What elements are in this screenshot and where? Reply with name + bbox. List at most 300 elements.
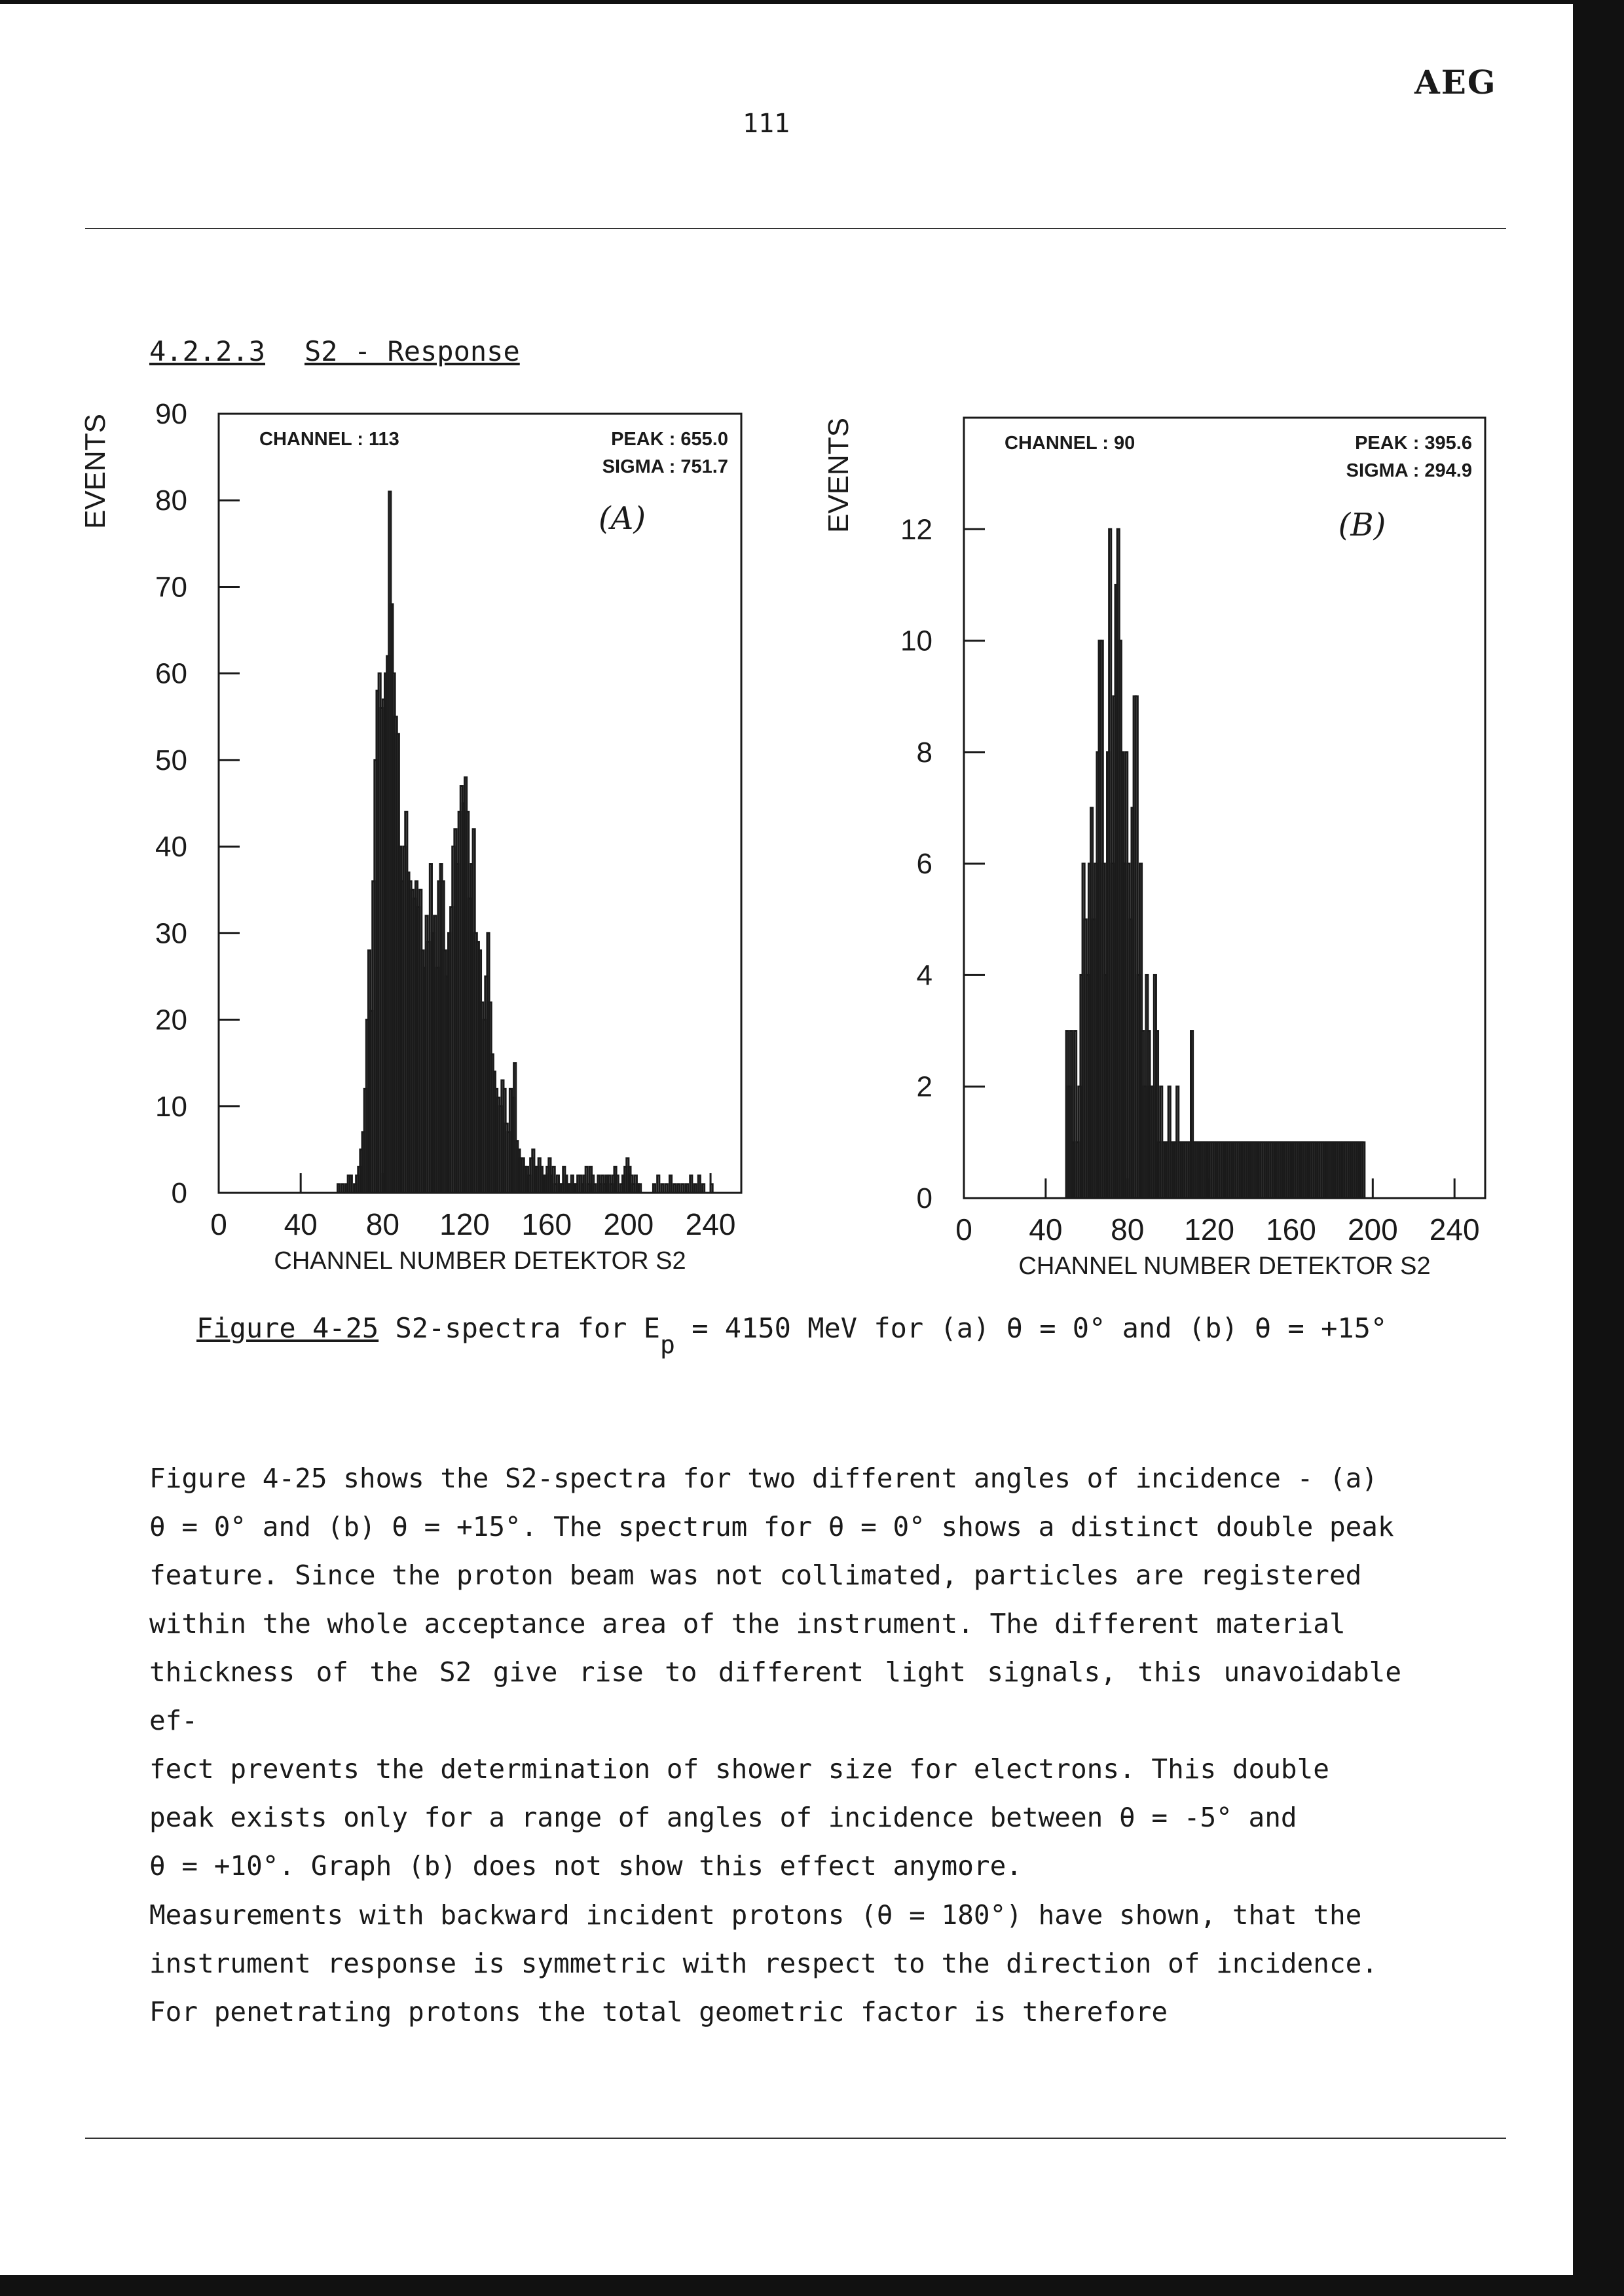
histogram-bin — [1338, 1142, 1340, 1198]
histogram-bin — [563, 1167, 565, 1193]
histogram-bin — [485, 976, 487, 1193]
histogram-bin — [1097, 752, 1099, 1198]
histogram-panel-b — [822, 418, 1485, 1280]
histogram-bin — [348, 1176, 350, 1193]
histogram-bin — [612, 1176, 614, 1193]
histogram-bin — [473, 829, 475, 1193]
histogram-bin — [686, 1184, 688, 1193]
paragraph-2-line: instrument response is symmetric with respect to the direction of incidence. — [149, 1948, 1378, 1979]
sigma-readout: SIGMA : 294.9 — [1346, 460, 1472, 481]
histogram-bin — [1168, 1087, 1170, 1198]
histogram-bin — [1084, 919, 1086, 1198]
histogram-bin — [403, 847, 405, 1193]
histogram-bin — [1326, 1142, 1328, 1198]
y-axis-label: EVENTS — [79, 413, 111, 530]
histogram-bin — [1285, 1142, 1287, 1198]
histogram-bin — [458, 812, 460, 1193]
histogram-bin — [1252, 1142, 1254, 1198]
histogram-bin — [495, 1089, 497, 1193]
histogram-bin — [500, 1106, 502, 1193]
histogram-bin — [1203, 1142, 1205, 1198]
paragraph-2-line: Measurements with backward incident protons (θ = 180°) have shown, that the — [149, 1899, 1362, 1931]
histogram-bin — [580, 1176, 581, 1193]
histogram-bin — [399, 847, 401, 1193]
histogram-bin — [1259, 1142, 1261, 1198]
histogram-bin — [1334, 1142, 1336, 1198]
histogram-bin — [583, 1176, 585, 1193]
histogram-bin — [1363, 1142, 1365, 1198]
histogram-bin — [1132, 808, 1134, 1198]
histogram-bin — [604, 1184, 606, 1193]
histogram-bin — [1213, 1142, 1215, 1198]
histogram-bin — [364, 1089, 366, 1193]
histogram-bin — [1305, 1142, 1307, 1198]
channel-readout: CHANNEL : 90 — [1005, 433, 1135, 454]
y-tick-label: 90 — [155, 398, 187, 430]
histogram-bin — [540, 1167, 542, 1193]
histogram-bin — [1215, 1142, 1217, 1198]
histogram-bin — [397, 734, 399, 1193]
histogram-bin — [637, 1184, 638, 1193]
histogram-bin — [698, 1176, 700, 1193]
histogram-bin — [1301, 1142, 1303, 1198]
histogram-bin — [446, 976, 448, 1193]
plot-frame — [219, 414, 741, 1193]
histogram-bin — [1310, 1142, 1312, 1198]
sigma-readout: SIGMA : 751.7 — [602, 456, 728, 477]
histogram-bin — [368, 951, 370, 1193]
histogram-bin — [491, 1054, 493, 1193]
histogram-bin — [1207, 1142, 1209, 1198]
histogram-bin — [1170, 1142, 1172, 1198]
peak-readout: PEAK : 395.6 — [1355, 433, 1472, 454]
histogram-bin — [1248, 1142, 1250, 1198]
histogram-bin — [674, 1184, 676, 1193]
histogram-bin — [1234, 1142, 1236, 1198]
histogram-bin — [571, 1176, 573, 1193]
y-tick-label: 40 — [155, 831, 187, 864]
histogram-bin — [569, 1184, 571, 1193]
histogram-bin — [682, 1184, 684, 1193]
histogram-bin — [1312, 1142, 1314, 1198]
histogram-bin — [1279, 1142, 1281, 1198]
figure-caption-text-1: S2-spectra for E — [378, 1312, 661, 1344]
histogram-bin — [1139, 864, 1141, 1198]
histogram-bin — [1318, 1142, 1320, 1198]
histogram-bin — [393, 674, 395, 1193]
histogram-bin — [1303, 1142, 1305, 1198]
histogram-bin — [409, 881, 411, 1193]
page-number: 111 — [742, 109, 790, 139]
y-tick-label: 6 — [916, 848, 932, 881]
paragraph-1-line: thickness of the S2 give rise to different light signals, this unavoidable ef- — [149, 1656, 1401, 1736]
histogram-bin — [1183, 1142, 1185, 1198]
histogram-bin — [1217, 1142, 1219, 1198]
histogram-bin — [389, 492, 391, 1193]
histogram-bin — [1117, 529, 1119, 1198]
histogram-bin — [384, 674, 386, 1193]
y-tick-label: 2 — [916, 1070, 932, 1103]
histogram-bin — [1246, 1142, 1248, 1198]
histogram-bin — [512, 1098, 514, 1193]
histogram-bin — [1137, 975, 1139, 1198]
histogram-bin — [1352, 1142, 1354, 1198]
histogram-bin — [493, 1072, 495, 1193]
histogram-bin — [1115, 585, 1117, 1198]
paragraph-2-line: For penetrating protons the total geometric factor is therefore — [149, 1996, 1168, 2028]
histogram-bin — [1336, 1142, 1338, 1198]
histogram-bin — [1128, 864, 1130, 1198]
section-number: 4.2.2.3 — [149, 335, 266, 367]
histogram-bin — [481, 1002, 483, 1193]
histogram-bin — [616, 1176, 618, 1193]
histogram-bin — [514, 1063, 516, 1193]
histogram-bin — [1250, 1142, 1252, 1198]
histogram-bin — [1162, 1142, 1164, 1198]
y-tick-label: 80 — [155, 484, 187, 517]
x-tick-label: 80 — [365, 1207, 399, 1241]
histogram-bin — [479, 951, 481, 1193]
histogram-bin — [360, 1150, 362, 1193]
histogram-bin — [545, 1176, 547, 1193]
histogram-bin — [452, 847, 454, 1193]
histogram-bin — [1070, 1031, 1072, 1198]
histogram-bin — [1190, 1031, 1192, 1198]
histogram-bin — [395, 717, 397, 1193]
histogram-bin — [1154, 975, 1156, 1198]
histogram-bin — [415, 881, 417, 1193]
histogram-bin — [1103, 864, 1105, 1198]
x-tick-label: 40 — [284, 1207, 318, 1241]
histogram-bin — [522, 1158, 524, 1193]
y-tick-label: 4 — [916, 959, 932, 992]
histogram-bin — [358, 1167, 360, 1193]
x-tick-label: 200 — [603, 1207, 654, 1241]
histogram-bin — [1219, 1142, 1221, 1198]
histogram-bin — [690, 1176, 692, 1193]
y-tick-label: 10 — [900, 625, 932, 657]
histogram-bin — [442, 881, 444, 1193]
histogram-bin — [1238, 1142, 1240, 1198]
histogram-bin — [1197, 1142, 1199, 1198]
histogram-bin — [430, 864, 432, 1193]
figure-caption-text-2: = 4150 MeV for (a) θ = 0° and (b) θ = +15° — [674, 1312, 1388, 1344]
histogram-bin — [1130, 919, 1132, 1198]
histogram-bin — [422, 951, 424, 1193]
paragraph-1-line: fect prevents the determination of shower size for electrons. This double — [149, 1753, 1329, 1785]
x-tick-label: 40 — [1029, 1212, 1063, 1247]
histogram-bin — [581, 1184, 583, 1193]
header-rule — [85, 228, 1506, 229]
plot-frame — [964, 418, 1485, 1198]
histogram-bin — [354, 1184, 356, 1193]
histogram-bin — [1242, 1142, 1244, 1198]
histogram-bin — [1287, 1142, 1289, 1198]
x-tick-label: 0 — [955, 1212, 972, 1247]
channel-readout: CHANNEL : 113 — [259, 429, 399, 450]
histogram-bin — [1289, 1142, 1291, 1198]
histogram-bin — [1330, 1142, 1332, 1198]
histogram-bin — [1274, 1142, 1276, 1198]
histogram-bin — [614, 1167, 616, 1193]
histogram-bin — [380, 708, 382, 1193]
histogram-bin — [585, 1167, 587, 1193]
histogram-bin — [1148, 1031, 1150, 1198]
histogram-bin — [1150, 1087, 1152, 1198]
histogram-bin — [1277, 1142, 1279, 1198]
histogram-bin — [1348, 1142, 1350, 1198]
histogram-bin — [1209, 1142, 1211, 1198]
histogram-bin — [573, 1184, 575, 1193]
histogram-bin — [1181, 1142, 1183, 1198]
histogram-bin — [1121, 752, 1123, 1198]
histogram-bin — [710, 1184, 712, 1193]
histogram-bin — [1126, 752, 1128, 1198]
histogram-bin — [1135, 697, 1137, 1198]
histogram-bin — [703, 1184, 705, 1193]
histogram-bin — [547, 1167, 549, 1193]
histogram-bin — [678, 1184, 680, 1193]
histogram-bin — [1193, 1142, 1195, 1198]
histogram-bin — [462, 803, 464, 1193]
paragraph-1-line: θ = +10°. Graph (b) does not show this effect anymore. — [149, 1850, 1022, 1882]
histogram-bin — [620, 1184, 622, 1193]
histogram-bin — [1293, 1142, 1295, 1198]
x-axis-label: CHANNEL NUMBER DETEKTOR S2 — [274, 1247, 686, 1275]
histogram-bin — [1340, 1142, 1342, 1198]
histogram-bin — [1123, 864, 1125, 1198]
histogram-bin — [1107, 752, 1109, 1198]
histogram-bin — [1263, 1142, 1264, 1198]
scan-border-bottom — [0, 2275, 1624, 2296]
histogram-bin — [538, 1158, 540, 1193]
y-tick-label: 60 — [155, 657, 187, 690]
histogram-bin — [534, 1167, 536, 1193]
histogram-bin — [1079, 1087, 1080, 1198]
histogram-bin — [1152, 1087, 1154, 1198]
histogram-bin — [1297, 1142, 1299, 1198]
histogram-bin — [1205, 1142, 1207, 1198]
histogram-bin — [1113, 697, 1115, 1198]
histogram-bin — [1350, 1142, 1352, 1198]
histogram-bin — [536, 1167, 538, 1193]
y-tick-label: 50 — [155, 744, 187, 776]
histogram-bin — [1356, 1142, 1358, 1198]
histogram-bin — [465, 777, 467, 1193]
histogram-bin — [432, 933, 434, 1193]
y-tick-label: 70 — [155, 571, 187, 604]
histogram-bin — [629, 1167, 631, 1193]
histogram-bin — [557, 1176, 559, 1193]
paragraph-1-line: feature. Since the proton beam was not collimated, particles are registered — [149, 1559, 1362, 1591]
histogram-panel-a — [79, 398, 741, 1275]
histogram-bin — [1256, 1142, 1258, 1198]
histogram-bin — [1068, 1087, 1070, 1198]
histogram-bin — [1088, 864, 1090, 1198]
histogram-bin — [1299, 1142, 1301, 1198]
histogram-bin — [1164, 1142, 1166, 1198]
x-axis-label: CHANNEL NUMBER DETEKTOR S2 — [1018, 1252, 1431, 1280]
histogram-bin — [454, 829, 456, 1193]
peak-readout: PEAK : 655.0 — [611, 429, 728, 450]
x-tick-label: 80 — [1111, 1212, 1145, 1247]
histogram-bin — [1101, 641, 1103, 1198]
histogram-bin — [362, 1132, 364, 1193]
histogram-bin — [434, 916, 436, 1193]
histogram-bin — [440, 864, 442, 1193]
histogram-bin — [378, 674, 380, 1193]
y-tick-label: 12 — [900, 513, 932, 546]
histogram-bin — [1105, 975, 1107, 1198]
figure-caption — [196, 1312, 1388, 1359]
histogram-bin — [1342, 1142, 1344, 1198]
y-tick-label: 10 — [155, 1090, 187, 1123]
histogram-bin — [1270, 1142, 1272, 1198]
histogram-bin — [594, 1184, 596, 1193]
histogram-bin — [1142, 1031, 1144, 1198]
histogram-bin — [444, 951, 446, 1193]
histogram-bin — [1354, 1142, 1356, 1198]
histogram-bin — [420, 890, 422, 1193]
histogram-bin — [1223, 1142, 1225, 1198]
histogram-bin — [1244, 1142, 1246, 1198]
x-tick-label: 240 — [1429, 1212, 1480, 1247]
histogram-bin — [639, 1184, 641, 1193]
histogram-bin — [598, 1176, 600, 1193]
histogram-bin — [338, 1184, 340, 1193]
histogram-bin — [625, 1167, 627, 1193]
histogram-bin — [627, 1158, 629, 1193]
histogram-bin — [413, 898, 415, 1193]
histogram-bin — [350, 1176, 352, 1193]
histogram-bin — [356, 1176, 358, 1193]
x-tick-label: 120 — [1184, 1212, 1234, 1247]
histogram-bin — [1099, 641, 1101, 1198]
panel-label: (A) — [598, 500, 646, 537]
histogram-bin — [665, 1184, 667, 1193]
histogram-bin — [1226, 1142, 1228, 1198]
histogram-bin — [1316, 1142, 1318, 1198]
histogram-bin — [567, 1184, 569, 1193]
histogram-bin — [1344, 1142, 1346, 1198]
histogram-bin — [561, 1184, 563, 1193]
histogram-bin — [426, 916, 428, 1193]
histogram-bin — [1240, 1142, 1242, 1198]
histogram-bin — [1072, 1142, 1074, 1198]
x-tick-label: 160 — [1266, 1212, 1316, 1247]
histogram-bin — [1221, 1142, 1223, 1198]
histogram-bin — [657, 1176, 659, 1193]
histogram-bin — [411, 890, 413, 1193]
histogram-bin — [469, 898, 471, 1193]
histogram-bin — [1093, 919, 1095, 1198]
histogram-bin — [1075, 1031, 1077, 1198]
histogram-bin — [589, 1167, 591, 1193]
histogram-bin — [1109, 529, 1111, 1198]
histogram-bin — [1185, 1142, 1187, 1198]
histogram-bin — [1199, 1142, 1201, 1198]
figure-caption-subscript: p — [660, 1330, 675, 1359]
histogram-bin — [1119, 641, 1121, 1198]
histogram-bin — [1236, 1142, 1238, 1198]
histogram-bin — [661, 1184, 663, 1193]
paragraph-1-line: peak exists only for a range of angles of incidence between θ = -5° and — [149, 1802, 1297, 1833]
histogram-bin — [498, 1098, 500, 1193]
histogram-bin — [373, 881, 375, 1193]
panel-label: (B) — [1338, 507, 1386, 543]
histogram-bin — [1156, 1031, 1158, 1198]
histogram-bin — [1175, 1142, 1177, 1198]
histogram-bin — [346, 1184, 348, 1193]
x-tick-label: 0 — [210, 1207, 227, 1241]
histogram-bin — [600, 1184, 602, 1193]
histogram-bin — [475, 933, 477, 1193]
histogram-bin — [1160, 1087, 1162, 1198]
x-tick-label: 120 — [439, 1207, 490, 1241]
histogram-bin — [549, 1158, 551, 1193]
histogram-bin — [489, 1002, 491, 1193]
histogram-bin — [428, 942, 430, 1193]
histogram-bin — [1195, 1142, 1197, 1198]
histogram-bin — [1232, 1142, 1234, 1198]
histogram-bin — [1172, 1142, 1174, 1198]
histogram-bin — [1066, 1031, 1068, 1198]
y-tick-label: 30 — [155, 917, 187, 950]
histogram-bin — [610, 1184, 612, 1193]
histogram-bin — [1358, 1142, 1360, 1198]
histogram-bin — [451, 907, 452, 1193]
histogram-bin — [405, 812, 407, 1193]
histogram-bin — [504, 1089, 506, 1193]
histogram-bin — [1189, 1142, 1190, 1198]
histogram-bin — [471, 864, 473, 1193]
histogram-bin — [387, 656, 389, 1193]
histogram-bin — [1158, 1142, 1160, 1198]
histogram-bin — [576, 1184, 578, 1193]
histogram-bin — [391, 604, 393, 1193]
histogram-bin — [551, 1176, 553, 1193]
scan-border-right — [1573, 0, 1624, 2296]
histogram-bin — [436, 968, 438, 1193]
body-paragraph-1 — [149, 1454, 1401, 1890]
histogram-bin — [587, 1184, 589, 1193]
histogram-bin — [467, 812, 469, 1193]
scan-border-top — [0, 0, 1624, 4]
histogram-bin — [631, 1176, 633, 1193]
histogram-bin — [1144, 1087, 1146, 1198]
paragraph-1-line: Figure 4-25 shows the S2-spectra for two different angles of incidence - (a) — [149, 1463, 1378, 1494]
histogram-bin — [1080, 975, 1082, 1198]
histogram-bin — [456, 864, 458, 1193]
histogram-bin — [1281, 1142, 1283, 1198]
brand-logo: AEG — [1414, 63, 1497, 101]
histogram-bin — [382, 699, 384, 1193]
histogram-bin — [1187, 1142, 1189, 1198]
histogram-bin — [1228, 1142, 1230, 1198]
histogram-bin — [1177, 1087, 1179, 1198]
histogram-bin — [669, 1176, 671, 1193]
histogram-bin — [602, 1176, 604, 1193]
y-tick-label: 20 — [155, 1004, 187, 1036]
histogram-bin — [377, 691, 378, 1193]
histogram-bin — [375, 760, 377, 1193]
histogram-bin — [1082, 864, 1084, 1198]
histogram-bin — [1323, 1142, 1325, 1198]
histogram-bin — [1295, 1142, 1297, 1198]
histogram-bin — [606, 1176, 608, 1193]
histogram-bin — [401, 881, 403, 1193]
histogram-bin — [592, 1176, 594, 1193]
